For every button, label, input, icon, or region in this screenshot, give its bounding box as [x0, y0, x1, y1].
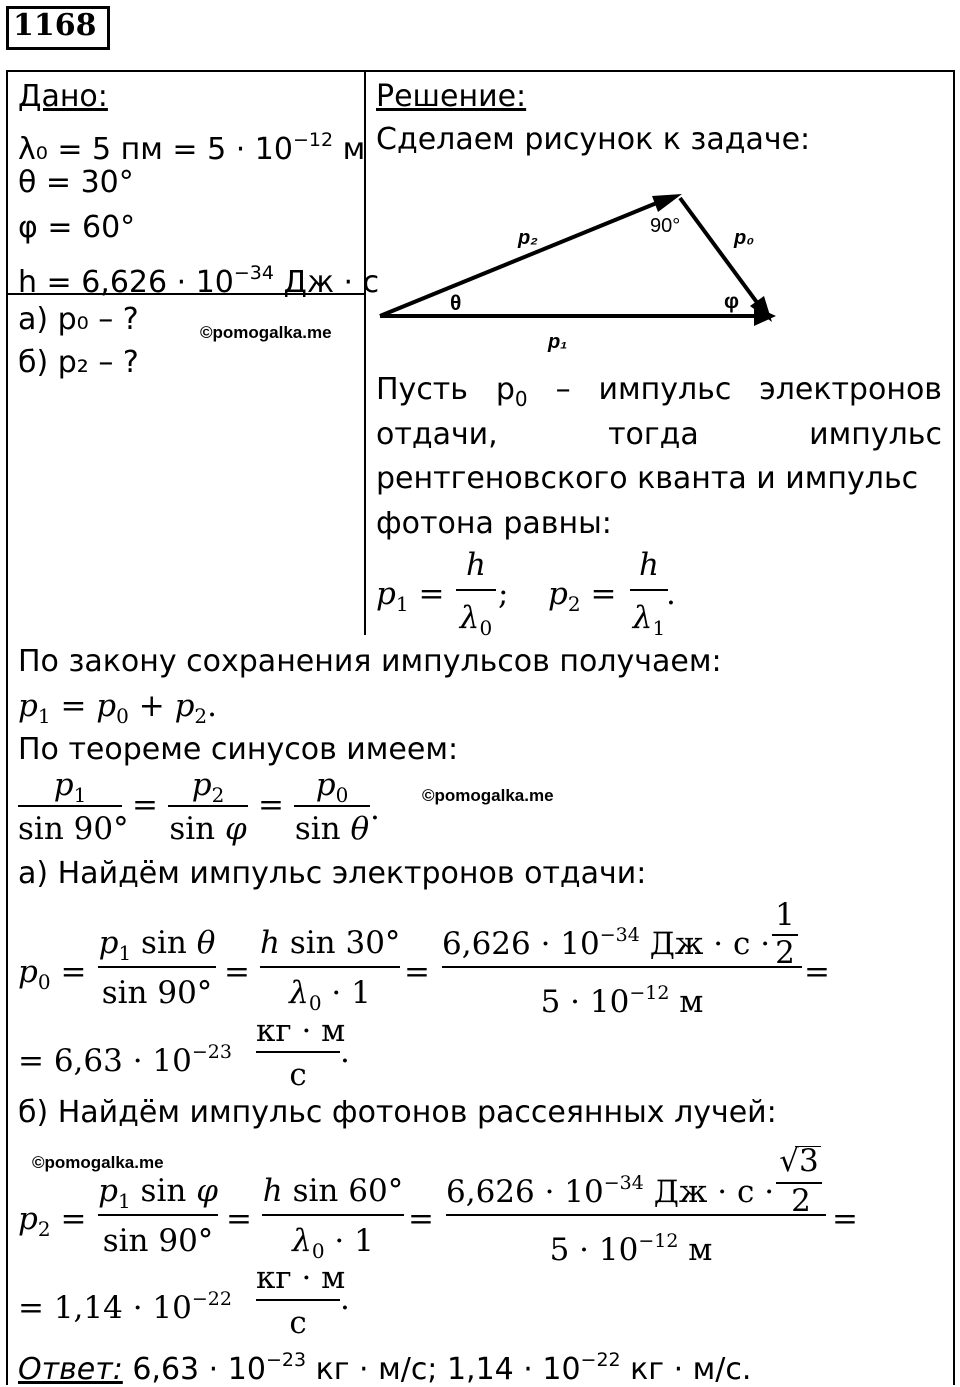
equals: =	[226, 1201, 252, 1237]
fraction-bar	[294, 805, 370, 807]
watermark-3: ©pomogalka.me	[32, 1153, 164, 1172]
formula-p2-lhs: $p_2$ =	[548, 576, 617, 616]
fraction-bar	[262, 1214, 404, 1216]
fraction-bar	[256, 1299, 340, 1301]
label-p2: p₂	[518, 227, 538, 249]
unit-a-num: кг · м	[256, 1013, 346, 1049]
equals: =	[224, 954, 250, 990]
sqrt3-den: 2	[791, 1183, 811, 1219]
period: .	[666, 576, 676, 612]
period: .	[340, 1034, 350, 1070]
sine-frac2-den: sin φ	[169, 811, 247, 847]
part-b-frac3-num: $6,626 \cdot 10^{-34}$ Дж · с ·	[446, 1172, 775, 1210]
label-90: 90°	[650, 215, 681, 237]
part-b-frac3-den: $5 \cdot 10^{-12}$ м	[549, 1230, 713, 1268]
sine-frac3-num: $p_0$	[315, 767, 349, 807]
part-b-frac2-den: $\lambda_0 \cdot 1$	[292, 1223, 374, 1263]
fraction-bar	[456, 589, 496, 591]
formula-p2-num: h	[639, 547, 659, 583]
watermark-2: ©pomogalka.me	[422, 786, 554, 805]
semicolon: ;	[498, 576, 509, 612]
label-p0: p₀	[734, 227, 755, 249]
fraction-bar	[260, 966, 400, 968]
given-heading: Дано:	[18, 79, 108, 114]
part-a-frac2-den: $\lambda_0 \cdot 1$	[289, 975, 371, 1015]
given-lambda: λ₀ = 5 пм = $5 \cdot 10^{-12}$ м	[18, 129, 366, 167]
given-theta: θ = 30°	[18, 165, 134, 200]
find-p2: б) p₂ – ?	[18, 345, 139, 380]
label-phi: φ	[724, 290, 740, 313]
equals: =	[404, 954, 430, 990]
fraction-bar	[442, 966, 802, 968]
given-planck: $h = 6,626 \cdot 10^{-34}$ Дж · с	[18, 262, 380, 300]
part-a-frac3-den: $5 \cdot 10^{-12}$ м	[540, 982, 704, 1020]
part-b-frac1-num: $p_1$ sin φ	[98, 1173, 218, 1213]
sqrt3-num: √3	[779, 1143, 819, 1179]
sine-frac1-num: $p_1$	[53, 767, 87, 807]
fraction-bar	[630, 589, 668, 591]
formula-p2-den: $\lambda_1$	[632, 600, 666, 640]
equals: =	[804, 954, 830, 990]
fraction-bar	[98, 966, 216, 968]
fraction-bar	[446, 1214, 826, 1216]
equals: =	[132, 787, 158, 823]
fraction-bar	[98, 1214, 218, 1216]
result-b: = $1,14 \cdot 10^{-22}$	[18, 1288, 232, 1326]
sine-frac3-den: sin θ	[294, 811, 370, 847]
para-line-2: отдачи, тогда импульс	[376, 417, 942, 452]
formula-p1-lhs: $p_1$ =	[376, 576, 445, 616]
frame-right	[953, 70, 955, 1385]
part-a-lhs: $p_0$ =	[18, 954, 87, 994]
part-a-text: а) Найдём импульс электронов отдачи:	[18, 856, 647, 891]
frame-left	[6, 70, 8, 1385]
answer: Ответ: $6,63 \cdot 10^{-23}$ кг · м/с; $1,14 \cdot 10^{-22}$ кг · м/с.	[18, 1349, 752, 1387]
half-num: 1	[775, 897, 795, 933]
formula-p1-den: $\lambda_0$	[459, 600, 493, 640]
fraction-bar	[18, 805, 122, 807]
fraction-bar	[168, 805, 248, 807]
sine-theorem-text: По теореме синусов имеем:	[18, 732, 459, 767]
unit-b-num: кг · м	[256, 1260, 346, 1296]
para-line-3: рентгеновского кванта и импульс	[376, 461, 919, 496]
sine-frac2-num: $p_2$	[191, 767, 225, 807]
problem-number: 1168	[13, 8, 97, 43]
solution-intro: Сделаем рисунок к задаче:	[376, 122, 811, 157]
sqrt-overline	[795, 1146, 821, 1147]
watermark-1: ©pomogalka.me	[200, 323, 332, 342]
fraction-bar	[256, 1051, 340, 1053]
arrowhead-p2	[652, 194, 682, 212]
formula-p1-num: h	[466, 547, 486, 583]
part-b-text: б) Найдём импульс фотонов рассеянных лучей:	[18, 1095, 777, 1130]
equals: =	[258, 787, 284, 823]
part-b-frac1-den: sin 90°	[102, 1223, 214, 1259]
part-a-frac1-den: sin 90°	[101, 975, 213, 1011]
label-theta: θ	[450, 292, 462, 315]
part-a-frac3-num: $6,626 \cdot 10^{-34}$ Дж · с ·	[442, 924, 771, 962]
result-a: = $6,63 \cdot 10^{-23}$	[18, 1041, 232, 1079]
given-phi: φ = 60°	[18, 210, 136, 245]
equals: =	[832, 1201, 858, 1237]
part-a-frac2-num: h sin 30°	[260, 925, 401, 961]
momentum-triangle-diagram	[366, 182, 806, 362]
unit-a-den: с	[289, 1057, 307, 1093]
half-den: 2	[775, 935, 795, 971]
conservation-text: По закону сохранения импульсов получаем:	[18, 644, 722, 679]
frame-top	[6, 70, 955, 72]
period: .	[340, 1281, 350, 1317]
label-p1: p₁	[548, 331, 568, 353]
para-line-1: Пусть $p_0$ – импульс электронов	[376, 372, 942, 411]
para-line-4: фотона равны:	[376, 506, 612, 541]
conservation-formula: $p_1 = p_0 + p_2$.	[18, 688, 218, 728]
equals: =	[408, 1201, 434, 1237]
part-b-frac2-num: h sin 60°	[262, 1173, 404, 1209]
solution-heading: Решение:	[376, 79, 527, 114]
unit-b-den: с	[289, 1305, 307, 1341]
find-p0: а) p₀ – ?	[18, 302, 139, 337]
part-b-lhs: $p_2$ =	[18, 1201, 87, 1241]
period: .	[370, 791, 380, 827]
part-a-frac1-num: $p_1$ sin θ	[98, 925, 216, 965]
sine-frac1-den: sin 90°	[18, 811, 129, 847]
